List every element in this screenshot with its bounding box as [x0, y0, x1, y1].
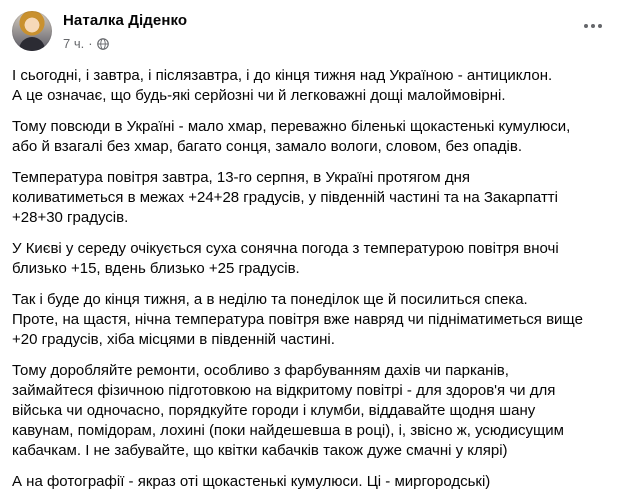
post-text	[12, 66, 612, 503]
author-name[interactable]: Наталка Діденко	[63, 12, 188, 29]
post-paragraph: І сьогодні, і завтра, і післязавтра, і до кінця тижня над Україною - антициклон. А це означає, що будь-які серйозні чи й легковажні дощі малоймовірні.	[12, 67, 553, 104]
more-options-icon[interactable]	[578, 14, 608, 38]
more-dot	[584, 24, 588, 28]
post-paragraph: Тому повсюди в Україні - мало хмар, переважно біленькі щокастенькі кумулюси, або й взагалі без хмар, багато сонця, замало вологи, словом, без опадів.	[12, 118, 571, 155]
post-paragraph: У Києві у середу очікується суха сонячна погода з температурою повітря вночі близько +15, вдень близько +25 градусів.	[12, 240, 559, 277]
avatar-figure	[19, 37, 45, 51]
post-meta	[63, 36, 109, 51]
post-paragraph: Тому доробляйте ремонти, особливо з фарбуванням дахів чи парканів, займайтеся фізичною підготовкою на відкритому повітрі - для здоров'я чи для війська чи одночасно, порядкуйте городи і клумби, віддавайте щодня шану кавунам, помідорам, лохині (поки найдешевша в році), і, звісно ж, усюдисущим кабачкам. І не забувайте, що квітки кабачків також дуже смачні у клярі)	[12, 362, 564, 459]
meta-separator: ·	[88, 36, 93, 51]
post-time[interactable]: 7 ч.	[63, 36, 85, 51]
post-paragraph: А на фотографії - якраз оті щокастенькі кумулюси. Ці - миргородські)	[12, 473, 491, 490]
post-paragraph: Так і буде до кінця тижня, а в неділю та понеділок ще й посилиться спека. Проте, на щастя, нічна температура повітря вже навряд чи підніматиметься вище +20 градусів, хіба місцями в південній частині.	[12, 291, 583, 348]
post-paragraph: Температура повітря завтра, 13-го серпня, в Україні протягом дня коливатиметься в межах +24+28 градусів, у південній частині та на Закарпатті +28+30 градусів.	[12, 169, 559, 226]
more-dot	[598, 24, 602, 28]
globe-icon[interactable]	[97, 38, 109, 50]
more-dot	[591, 24, 595, 28]
avatar[interactable]	[12, 11, 52, 51]
